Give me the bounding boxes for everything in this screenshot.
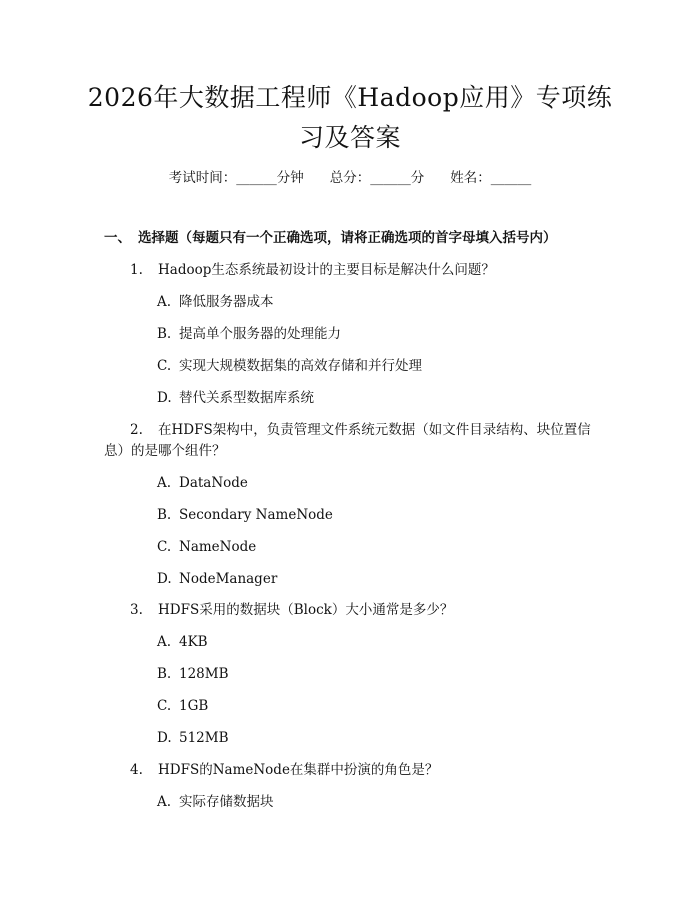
option-text: NameNode	[179, 539, 257, 555]
option-text: 512MB	[179, 730, 229, 746]
section-heading	[104, 228, 557, 248]
option-letter: C.	[157, 539, 172, 555]
option-text: 提高单个服务器的处理能力	[179, 326, 341, 342]
option-text: 实际存储数据块	[179, 794, 274, 810]
option-text: 4KB	[179, 634, 208, 650]
question-number: 3.	[130, 602, 143, 618]
question-1-option-a	[157, 292, 274, 312]
exam-time-field: 考试时间：______分钟	[168, 170, 304, 186]
total-score-field: 总分：______分	[329, 170, 425, 186]
option-text: NodeManager	[179, 571, 278, 587]
question-text-line-1: 在HDFS架构中，负责管理文件系统元数据（如文件目录结构、块位置信	[158, 422, 591, 438]
question-number: 2.	[130, 422, 143, 438]
section-title: 选择题（每题只有一个正确选项，请将正确选项的首字母填入括号内）	[138, 230, 557, 246]
option-letter: B.	[157, 507, 172, 523]
option-text: 128MB	[179, 666, 229, 682]
question-3-option-d	[157, 728, 229, 748]
option-text: 实现大规模数据集的高效存储和并行处理	[179, 358, 422, 374]
question-1-option-d	[157, 388, 314, 408]
name-field: 姓名：______	[450, 170, 532, 186]
question-1	[130, 260, 495, 280]
option-letter: A.	[157, 794, 172, 810]
document-title	[80, 78, 620, 158]
option-text: DataNode	[179, 475, 248, 491]
option-letter: B.	[157, 666, 172, 682]
option-letter: A.	[157, 634, 172, 650]
question-3-option-a	[157, 632, 208, 652]
question-2-option-a	[157, 473, 248, 493]
question-3-option-c	[157, 696, 208, 716]
question-4-option-a	[157, 792, 274, 812]
option-letter: A.	[157, 475, 172, 491]
option-letter: D.	[157, 730, 172, 746]
question-4	[130, 760, 438, 780]
question-1-option-c	[157, 356, 422, 376]
question-text-line-2: 息）的是哪个组件？	[104, 443, 226, 459]
option-text: Secondary NameNode	[179, 507, 333, 523]
question-1-option-b	[157, 324, 341, 344]
question-number: 4.	[130, 762, 143, 778]
question-text: Hadoop生态系统最初设计的主要目标是解决什么问题？	[158, 262, 495, 278]
option-text: 替代关系型数据库系统	[179, 390, 314, 406]
option-letter: C.	[157, 358, 172, 374]
question-3-option-b	[157, 664, 229, 684]
option-letter: A.	[157, 294, 172, 310]
option-letter: D.	[157, 571, 172, 587]
question-text: HDFS的NameNode在集群中扮演的角色是？	[158, 762, 439, 778]
question-number: 1.	[130, 262, 143, 278]
section-number: 一、	[104, 230, 131, 246]
option-text: 降低服务器成本	[179, 294, 274, 310]
title-line-2: 习及答案	[298, 123, 401, 152]
question-2-option-c	[157, 537, 256, 557]
option-letter: D.	[157, 390, 172, 406]
question-2-continued	[104, 441, 226, 461]
option-letter: B.	[157, 326, 172, 342]
option-text: 1GB	[179, 698, 209, 714]
question-2	[130, 420, 591, 440]
exam-meta	[0, 168, 700, 188]
option-letter: C.	[157, 698, 172, 714]
question-text: HDFS采用的数据块（Block）大小通常是多少？	[158, 602, 454, 618]
question-2-option-b	[157, 505, 333, 525]
question-2-option-d	[157, 569, 277, 589]
question-3	[130, 600, 453, 620]
title-line-1: 2026年大数据工程师《Hadoop应用》专项练	[87, 83, 613, 112]
